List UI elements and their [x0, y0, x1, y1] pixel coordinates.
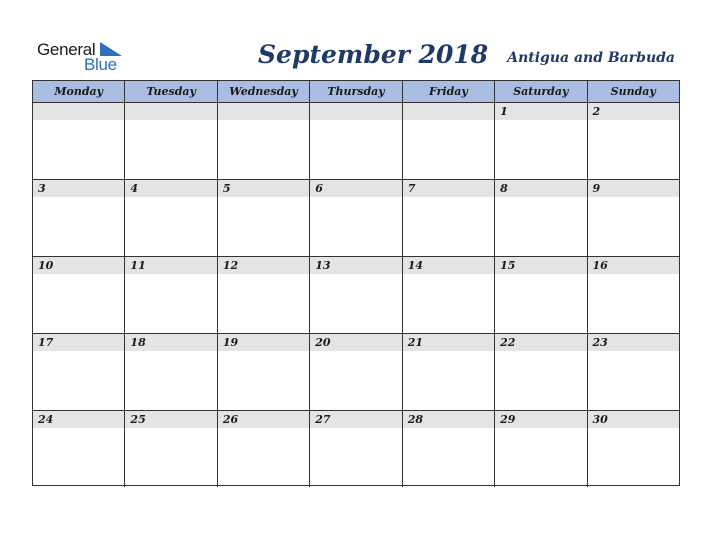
day-cell[interactable]: [125, 257, 217, 333]
weekday-monday: Monday: [33, 81, 125, 102]
weekday-tuesday: Tuesday: [125, 81, 217, 102]
weekday-friday: Friday: [403, 81, 495, 102]
day-cell[interactable]: [403, 180, 495, 256]
day-number: 3: [38, 182, 46, 195]
day-number-band: [495, 180, 586, 197]
day-number: 2: [592, 105, 601, 118]
day-cell[interactable]: [218, 103, 310, 179]
day-cell[interactable]: [33, 103, 125, 179]
day-number: 27: [315, 413, 331, 426]
day-number: 4: [130, 182, 139, 195]
logo-text-general: General: [37, 40, 96, 59]
day-number: 16: [592, 259, 608, 272]
day-cell[interactable]: [310, 257, 402, 333]
logo-text-blue: Blue: [84, 55, 117, 74]
day-cell[interactable]: [310, 411, 402, 487]
weekday-saturday: Saturday: [495, 81, 587, 102]
day-number: 15: [500, 259, 516, 272]
day-cell[interactable]: [33, 180, 125, 256]
day-number: 30: [592, 413, 608, 426]
day-number: 1: [500, 105, 508, 118]
day-cell[interactable]: [495, 257, 587, 333]
week-row: [33, 103, 679, 180]
country-name: Antigua and Barbuda: [507, 50, 675, 66]
day-cell[interactable]: [125, 334, 217, 410]
day-number-band: [403, 180, 494, 197]
day-cell[interactable]: [310, 334, 402, 410]
calendar-title: September 2018: [258, 40, 489, 69]
day-cell[interactable]: [125, 180, 217, 256]
logo: [37, 40, 127, 74]
day-number: 13: [315, 259, 331, 272]
day-cell[interactable]: [125, 411, 217, 487]
day-cell[interactable]: [125, 103, 217, 179]
week-row: [33, 411, 679, 487]
day-cell[interactable]: [218, 411, 310, 487]
day-number-band: [125, 180, 216, 197]
day-cell[interactable]: [218, 180, 310, 256]
weekday-wednesday: Wednesday: [218, 81, 310, 102]
day-cell[interactable]: [33, 257, 125, 333]
day-number-band: [588, 180, 679, 197]
weekday-sunday: Sunday: [610, 85, 656, 98]
day-number-band: [33, 180, 124, 197]
day-cell[interactable]: [495, 180, 587, 256]
day-cell[interactable]: [403, 103, 495, 179]
day-cell[interactable]: [218, 257, 310, 333]
day-cell[interactable]: [310, 180, 402, 256]
day-number: 11: [130, 259, 146, 272]
day-number-band: [310, 180, 401, 197]
day-number: 23: [592, 336, 608, 349]
day-number: 18: [130, 336, 146, 349]
day-cell[interactable]: [588, 103, 679, 179]
day-number-band: [588, 103, 679, 120]
day-number-band: [310, 103, 401, 120]
day-cell[interactable]: [588, 411, 679, 487]
day-number: 26: [222, 413, 239, 426]
day-cell[interactable]: [495, 334, 587, 410]
weekday-header: [33, 81, 679, 103]
day-number: 29: [500, 413, 516, 426]
day-cell[interactable]: [588, 180, 679, 256]
week-row: [33, 180, 679, 257]
day-number: 14: [407, 259, 423, 272]
calendar-grid: [32, 80, 680, 486]
day-cell[interactable]: [33, 334, 125, 410]
day-number-band: [495, 103, 586, 120]
day-cell[interactable]: [403, 411, 495, 487]
day-number: 19: [222, 336, 239, 349]
week-row: [33, 257, 679, 334]
day-cell[interactable]: [33, 411, 125, 487]
day-cell[interactable]: [588, 334, 679, 410]
day-number: 7: [407, 182, 416, 195]
day-number: 24: [38, 413, 54, 426]
day-number: 6: [315, 182, 323, 195]
day-number: 22: [500, 336, 516, 349]
day-cell[interactable]: [403, 334, 495, 410]
day-number-band: [33, 103, 124, 120]
day-number: 28: [407, 413, 423, 426]
day-number: 9: [592, 182, 601, 195]
day-number: 12: [222, 259, 239, 272]
day-cell[interactable]: [403, 257, 495, 333]
day-number: 10: [38, 259, 54, 272]
day-number-band: [403, 103, 494, 120]
day-cell[interactable]: [310, 103, 402, 179]
day-number: 5: [222, 182, 231, 195]
day-number-band: [218, 180, 309, 197]
day-number: 8: [500, 182, 508, 195]
day-number: 20: [315, 336, 331, 349]
day-cell[interactable]: [218, 334, 310, 410]
day-cell[interactable]: [495, 103, 587, 179]
day-number-band: [125, 103, 216, 120]
day-number: 25: [130, 413, 146, 426]
day-cell[interactable]: [495, 411, 587, 487]
day-cell[interactable]: [588, 257, 679, 333]
day-number: 17: [38, 336, 54, 349]
week-row: [33, 334, 679, 411]
day-number: 21: [407, 336, 423, 349]
weekday-thursday: Thursday: [310, 81, 402, 102]
day-number-band: [218, 103, 309, 120]
